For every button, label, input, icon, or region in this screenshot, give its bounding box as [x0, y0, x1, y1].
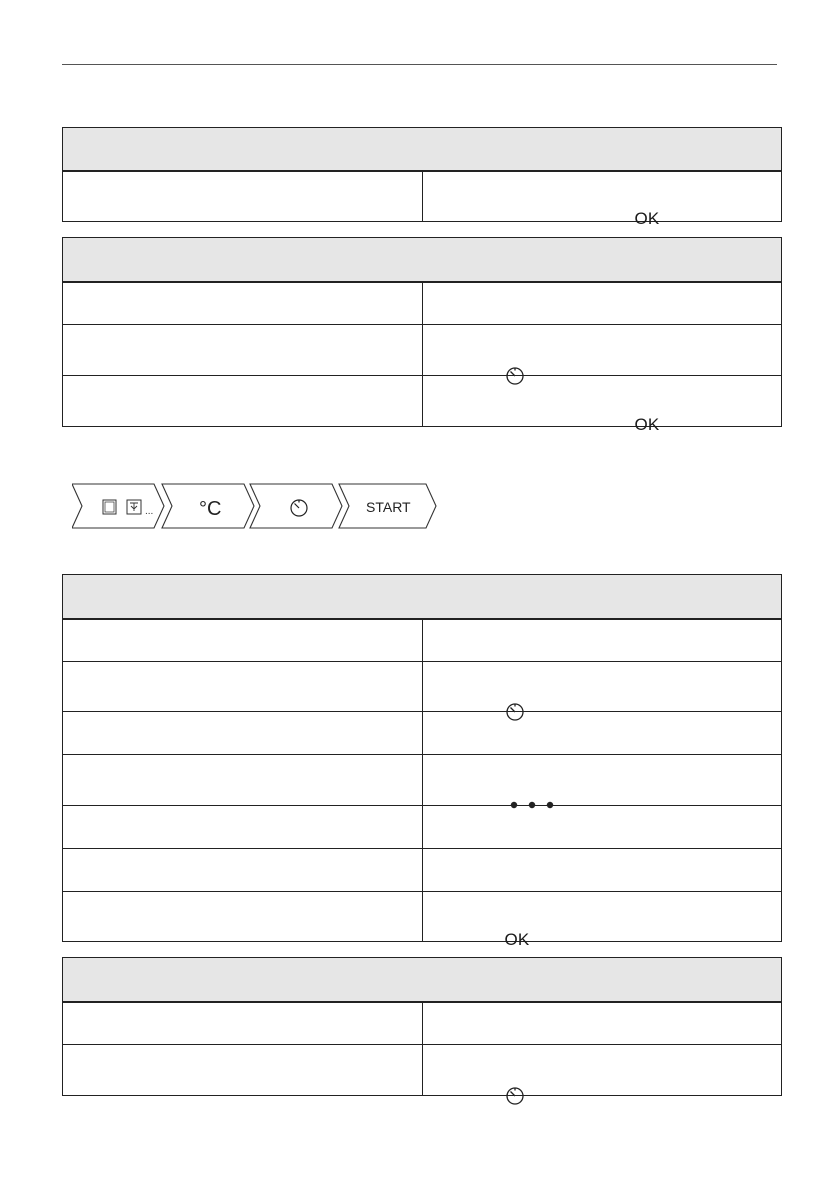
ok-symbol: OK: [504, 929, 530, 949]
step-number-cell: [63, 282, 423, 325]
step-text-cell: [422, 325, 782, 376]
step-table-2: [62, 237, 782, 434]
table-row: [63, 712, 782, 755]
table-row: [63, 619, 782, 662]
step-text-cell: [422, 1002, 782, 1045]
step-number-cell: [63, 325, 423, 376]
step-text-cell: [422, 849, 782, 892]
fan-icon: [127, 500, 141, 514]
step-text-cell: [422, 171, 782, 229]
program-flow-diagram: [72, 482, 442, 530]
oven-icon: [103, 500, 116, 514]
step-text-cell: [422, 662, 782, 712]
table-row: [63, 376, 782, 427]
step-text-cell: [422, 806, 782, 849]
table-row: [63, 806, 782, 849]
step-text-cell: [422, 712, 782, 755]
start-label: START: [366, 499, 411, 515]
step-number-cell: [63, 662, 423, 712]
step-number-cell: [63, 1002, 423, 1045]
more-functions-ellipsis: ...: [145, 506, 154, 517]
top-rule: [62, 64, 777, 65]
timer-icon: [505, 1084, 525, 1106]
step-number-cell: [63, 755, 423, 806]
table-row: [63, 755, 782, 806]
table-row: [63, 849, 782, 892]
step-number-cell: [63, 619, 423, 662]
timer-icon: [505, 364, 525, 386]
step-number-cell: [63, 1045, 423, 1096]
step-text-cell: [422, 755, 782, 806]
step-number-cell: [63, 171, 423, 222]
step-table-1: [62, 127, 782, 229]
step-number-cell: [63, 806, 423, 849]
step-number-cell: [63, 712, 423, 755]
step-text-cell: [422, 1045, 782, 1096]
table-header: [63, 958, 782, 1002]
table-header: [63, 128, 782, 171]
step-number-cell: [63, 376, 423, 427]
step-table-4: [62, 957, 782, 1096]
table-row: [63, 282, 782, 325]
step-text-cell: [422, 619, 782, 662]
table-row: [63, 662, 782, 712]
dots-icon: [509, 800, 557, 810]
table-row: [63, 892, 782, 942]
table-header: [63, 575, 782, 619]
timer-icon: [505, 700, 525, 722]
step-number-cell: [63, 892, 423, 942]
step-table-3: [62, 574, 782, 949]
step-text-cell: [422, 892, 782, 949]
table-row: [63, 1045, 782, 1096]
flow-step-timer: [250, 484, 342, 528]
step-text-cell: [422, 282, 782, 325]
step-number-cell: [63, 849, 423, 892]
ok-symbol: OK: [634, 209, 660, 229]
table-row: [63, 1002, 782, 1045]
table-row: [63, 171, 782, 222]
table-row: [63, 325, 782, 376]
table-header: [63, 238, 782, 282]
step-text-cell: [422, 376, 782, 434]
ok-symbol: OK: [634, 415, 660, 434]
timer-icon: [291, 500, 307, 516]
temperature-symbol: °C: [199, 498, 222, 520]
